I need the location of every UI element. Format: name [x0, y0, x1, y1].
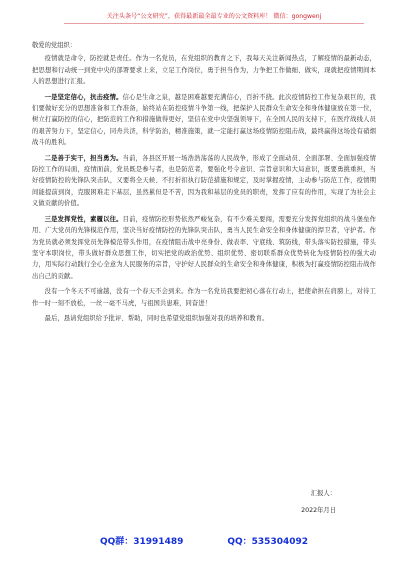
promo-banner: 关注头条号“公文研究”，获得最新最全最专业的公文资料库！ 微信：gongwenj	[64, 12, 364, 24]
paragraph-winter-spring	[32, 286, 376, 309]
paragraph-text: 目前，疫情防控形势依然严峻复杂，有不少难关要闯，需要充分发挥党组织的战斗堡垒作用、广大党员的先锋模范作用，坚决当好疫情防控的先锋队突击队，勇当人民生命安全和身体健康的捍卫者，守护者。作为党员就必须发挥党员先锋模范带头作用，在疫情阻击战中亮身份、做表率、守底线、筑防线，带头落实防控措施，带头坚守本职岗位，带头做好群众思想工作，切实把党的政治优势、组织优势、密切联系群众优势转化为疫情防控的强大动力，用实际行动践行全心全意为人民服务的宗旨，守护好人民群众的生命安全和身体健康，积极为打赢疫情防控阻击战作出自己的贡献。	[32, 215, 376, 280]
paragraph-confidence	[32, 92, 376, 149]
paragraph-heading: 二是善于实干，担当勇为。	[44, 154, 123, 162]
report-body	[32, 40, 376, 328]
paragraph-heading: 一是坚定信心，抗击疫情。	[44, 93, 123, 101]
paragraph-text: 最后，恳请党组织给予批评、帮助，同时也希望党组织加强对我的培养和教育。	[44, 314, 269, 322]
report-date: 2022年月日	[301, 507, 336, 514]
salutation: 敬爱的党组织：	[32, 42, 77, 49]
paragraph-intro	[32, 53, 376, 87]
paragraph-text: 没有一个冬天不可逾越，没有一个春天不会到来。作为一名党员我要把初心落在行动上，把使命担在肩膀上，对待工作一时一刻不放松，一丝一毫不马虎，与祖国共患难，同奋进！	[32, 288, 376, 307]
paragraph-text: 当前，各县区开展一场浩浩荡荡的人民战争，形成了全面动员、全面部署、全面加强疫情防控工作的局面，疫情面前，党员既是参与者，也是防范者，要强化号令意识、宗旨意识和大局意识，既要勇挑重担，当好疫情防控的先锋队突击队，又要将全天候、不打折扣执行防范措施和规定，及时掌握疫情，主动参与防范工作，疫情期间能提前到岗，克服困难走下基层，虽然累但是不苦，因为我和基层的党员的职责，发挥了应有的作用，实现了为社会主义做贡献的价值。	[32, 154, 376, 208]
paragraph-action	[32, 153, 376, 210]
paragraph-text: 疫情就是命令，防控就是责任。作为一名党员，在党组织的教育之下，我每天关注新闻热点，了解疫情的最新动态，把思想和行动统一到党中央的部署要求上来，立足工作岗位，勇于担当作为，力争把工作做细、做实，现就把疫情期间本人的思想进行汇报。	[32, 55, 376, 86]
qq-number: QQ：535304092	[227, 537, 309, 547]
paragraph-closing	[32, 313, 376, 324]
paragraph-text: 信心是生命之泉，越是困难越要充满信心，百折不挠。此次疫情防控工作复杂艰巨的，我们要做好充分的思想准备和工作准备，始终站在防控疫情斗争第一线，把保护人民群众生命安全和身体健康放在第一位，树立打赢防控的信心，把防范的工作和措施做得更好，坚信在党中央坚强领导下，在全国人民的支持下，在医疗战线人员的艰苦努力下，坚定信心，同舟共济，科学防治，精准施策，就一定能打赢这场疫情防控阻击战，最终赢得这场没有硝烟战斗的胜利。	[32, 93, 376, 147]
contact-footer	[0, 535, 408, 549]
paragraph-heading: 三是发挥党性，素履以往。	[44, 215, 123, 223]
qq-group: QQ群：31991489	[99, 537, 184, 547]
reporter-label: 汇报人：	[310, 490, 336, 497]
paragraph-party-spirit	[32, 214, 376, 282]
